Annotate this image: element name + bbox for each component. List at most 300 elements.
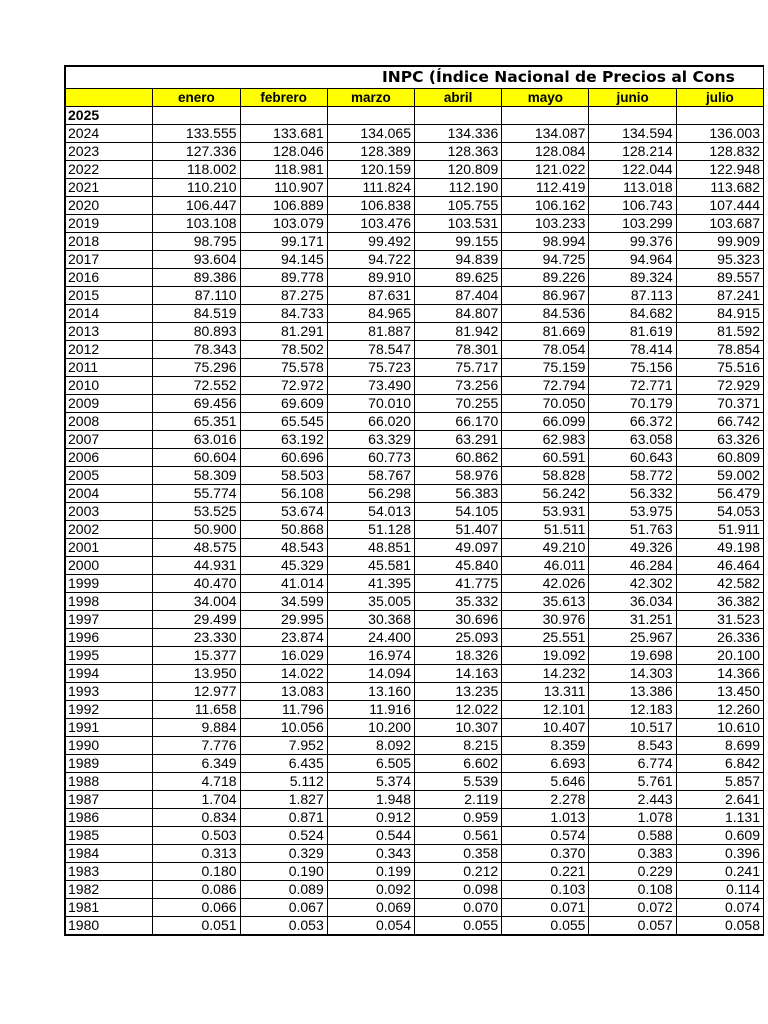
value-cell[interactable]: 63.291 <box>415 431 502 449</box>
value-cell[interactable]: 11.796 <box>240 701 327 719</box>
value-cell[interactable]: 10.407 <box>502 719 589 737</box>
table-title[interactable]: INPC (Índice Nacional de Precios al Cons <box>65 66 764 89</box>
value-cell[interactable]: 103.476 <box>327 215 414 233</box>
value-cell[interactable]: 14.366 <box>676 665 763 683</box>
value-cell[interactable]: 5.374 <box>327 773 414 791</box>
value-cell[interactable]: 34.004 <box>153 593 240 611</box>
value-cell[interactable]: 73.256 <box>415 377 502 395</box>
value-cell[interactable]: 0.313 <box>153 845 240 863</box>
value-cell[interactable]: 53.931 <box>502 503 589 521</box>
year-cell[interactable]: 2005 <box>65 467 153 485</box>
value-cell[interactable]: 84.915 <box>676 305 763 323</box>
value-cell[interactable]: 14.022 <box>240 665 327 683</box>
value-cell[interactable]: 5.857 <box>676 773 763 791</box>
value-cell[interactable]: 89.778 <box>240 269 327 287</box>
value-cell[interactable]: 60.643 <box>589 449 676 467</box>
value-cell[interactable]: 12.101 <box>502 701 589 719</box>
value-cell[interactable]: 20.100 <box>676 647 763 665</box>
value-cell[interactable]: 118.002 <box>153 161 240 179</box>
year-cell[interactable]: 2000 <box>65 557 153 575</box>
year-cell[interactable]: 2003 <box>65 503 153 521</box>
year-cell[interactable]: 2020 <box>65 197 153 215</box>
value-cell[interactable]: 121.022 <box>502 161 589 179</box>
header-month-4[interactable]: mayo <box>502 89 589 107</box>
year-cell[interactable]: 1987 <box>65 791 153 809</box>
value-cell[interactable]: 128.363 <box>415 143 502 161</box>
value-cell[interactable]: 70.050 <box>502 395 589 413</box>
value-cell[interactable]: 0.834 <box>153 809 240 827</box>
value-cell[interactable]: 63.192 <box>240 431 327 449</box>
value-cell[interactable]: 0.057 <box>589 917 676 936</box>
year-cell[interactable]: 2021 <box>65 179 153 197</box>
value-cell[interactable]: 0.103 <box>502 881 589 899</box>
value-cell[interactable]: 70.010 <box>327 395 414 413</box>
value-cell[interactable]: 14.094 <box>327 665 414 683</box>
value-cell[interactable]: 45.840 <box>415 557 502 575</box>
value-cell[interactable]: 94.145 <box>240 251 327 269</box>
value-cell[interactable] <box>502 107 589 125</box>
value-cell[interactable]: 30.976 <box>502 611 589 629</box>
year-cell[interactable]: 2001 <box>65 539 153 557</box>
value-cell[interactable]: 128.084 <box>502 143 589 161</box>
value-cell[interactable]: 0.055 <box>415 917 502 936</box>
value-cell[interactable]: 50.900 <box>153 521 240 539</box>
value-cell[interactable]: 13.450 <box>676 683 763 701</box>
value-cell[interactable]: 6.435 <box>240 755 327 773</box>
value-cell[interactable]: 75.516 <box>676 359 763 377</box>
value-cell[interactable]: 49.210 <box>502 539 589 557</box>
value-cell[interactable]: 58.976 <box>415 467 502 485</box>
value-cell[interactable]: 89.557 <box>676 269 763 287</box>
value-cell[interactable]: 87.404 <box>415 287 502 305</box>
value-cell[interactable] <box>676 107 763 125</box>
value-cell[interactable]: 120.809 <box>415 161 502 179</box>
value-cell[interactable]: 0.072 <box>589 899 676 917</box>
value-cell[interactable]: 72.552 <box>153 377 240 395</box>
value-cell[interactable]: 14.303 <box>589 665 676 683</box>
value-cell[interactable]: 2.278 <box>502 791 589 809</box>
value-cell[interactable]: 36.382 <box>676 593 763 611</box>
value-cell[interactable]: 56.383 <box>415 485 502 503</box>
header-month-0[interactable]: enero <box>153 89 240 107</box>
year-cell[interactable]: 1992 <box>65 701 153 719</box>
value-cell[interactable]: 84.733 <box>240 305 327 323</box>
value-cell[interactable]: 6.693 <box>502 755 589 773</box>
value-cell[interactable]: 0.199 <box>327 863 414 881</box>
value-cell[interactable]: 5.112 <box>240 773 327 791</box>
value-cell[interactable]: 11.916 <box>327 701 414 719</box>
value-cell[interactable]: 12.183 <box>589 701 676 719</box>
value-cell[interactable]: 25.551 <box>502 629 589 647</box>
value-cell[interactable]: 26.336 <box>676 629 763 647</box>
value-cell[interactable]: 78.414 <box>589 341 676 359</box>
value-cell[interactable]: 78.054 <box>502 341 589 359</box>
value-cell[interactable]: 7.776 <box>153 737 240 755</box>
value-cell[interactable]: 10.307 <box>415 719 502 737</box>
value-cell[interactable]: 35.613 <box>502 593 589 611</box>
value-cell[interactable]: 63.326 <box>676 431 763 449</box>
value-cell[interactable]: 69.456 <box>153 395 240 413</box>
value-cell[interactable]: 0.503 <box>153 827 240 845</box>
value-cell[interactable]: 42.582 <box>676 575 763 593</box>
value-cell[interactable]: 120.159 <box>327 161 414 179</box>
value-cell[interactable]: 89.324 <box>589 269 676 287</box>
value-cell[interactable]: 81.592 <box>676 323 763 341</box>
value-cell[interactable]: 0.108 <box>589 881 676 899</box>
value-cell[interactable]: 9.884 <box>153 719 240 737</box>
value-cell[interactable]: 136.003 <box>676 125 763 143</box>
value-cell[interactable]: 48.851 <box>327 539 414 557</box>
value-cell[interactable]: 106.889 <box>240 197 327 215</box>
header-month-6[interactable]: julio <box>676 89 763 107</box>
year-cell[interactable]: 1981 <box>65 899 153 917</box>
value-cell[interactable]: 23.874 <box>240 629 327 647</box>
value-cell[interactable]: 0.561 <box>415 827 502 845</box>
value-cell[interactable]: 128.046 <box>240 143 327 161</box>
year-cell[interactable]: 2010 <box>65 377 153 395</box>
value-cell[interactable]: 44.931 <box>153 557 240 575</box>
value-cell[interactable]: 59.002 <box>676 467 763 485</box>
value-cell[interactable]: 103.687 <box>676 215 763 233</box>
value-cell[interactable]: 10.056 <box>240 719 327 737</box>
value-cell[interactable]: 30.368 <box>327 611 414 629</box>
value-cell[interactable]: 55.774 <box>153 485 240 503</box>
value-cell[interactable]: 8.359 <box>502 737 589 755</box>
value-cell[interactable]: 60.773 <box>327 449 414 467</box>
value-cell[interactable]: 45.581 <box>327 557 414 575</box>
value-cell[interactable]: 12.977 <box>153 683 240 701</box>
value-cell[interactable]: 106.447 <box>153 197 240 215</box>
value-cell[interactable]: 6.602 <box>415 755 502 773</box>
value-cell[interactable]: 56.332 <box>589 485 676 503</box>
value-cell[interactable]: 87.631 <box>327 287 414 305</box>
value-cell[interactable]: 0.089 <box>240 881 327 899</box>
value-cell[interactable]: 87.241 <box>676 287 763 305</box>
value-cell[interactable]: 0.588 <box>589 827 676 845</box>
value-cell[interactable]: 103.079 <box>240 215 327 233</box>
value-cell[interactable]: 12.022 <box>415 701 502 719</box>
value-cell[interactable]: 10.610 <box>676 719 763 737</box>
value-cell[interactable]: 86.967 <box>502 287 589 305</box>
value-cell[interactable]: 58.772 <box>589 467 676 485</box>
year-cell[interactable]: 2017 <box>65 251 153 269</box>
value-cell[interactable]: 106.162 <box>502 197 589 215</box>
value-cell[interactable]: 78.854 <box>676 341 763 359</box>
value-cell[interactable]: 19.092 <box>502 647 589 665</box>
value-cell[interactable]: 75.159 <box>502 359 589 377</box>
value-cell[interactable]: 95.323 <box>676 251 763 269</box>
value-cell[interactable]: 94.839 <box>415 251 502 269</box>
value-cell[interactable]: 0.396 <box>676 845 763 863</box>
value-cell[interactable]: 0.180 <box>153 863 240 881</box>
value-cell[interactable]: 13.950 <box>153 665 240 683</box>
year-cell[interactable]: 2013 <box>65 323 153 341</box>
value-cell[interactable]: 78.343 <box>153 341 240 359</box>
year-cell[interactable]: 2011 <box>65 359 153 377</box>
value-cell[interactable]: 58.828 <box>502 467 589 485</box>
value-cell[interactable]: 103.233 <box>502 215 589 233</box>
value-cell[interactable]: 31.251 <box>589 611 676 629</box>
value-cell[interactable]: 51.407 <box>415 521 502 539</box>
value-cell[interactable]: 56.479 <box>676 485 763 503</box>
year-cell[interactable]: 1986 <box>65 809 153 827</box>
value-cell[interactable]: 31.523 <box>676 611 763 629</box>
value-cell[interactable]: 0.574 <box>502 827 589 845</box>
value-cell[interactable]: 1.948 <box>327 791 414 809</box>
value-cell[interactable]: 66.372 <box>589 413 676 431</box>
value-cell[interactable]: 94.725 <box>502 251 589 269</box>
value-cell[interactable]: 0.329 <box>240 845 327 863</box>
value-cell[interactable]: 0.051 <box>153 917 240 936</box>
value-cell[interactable]: 113.682 <box>676 179 763 197</box>
value-cell[interactable]: 23.330 <box>153 629 240 647</box>
value-cell[interactable]: 84.519 <box>153 305 240 323</box>
year-cell[interactable]: 2016 <box>65 269 153 287</box>
year-cell[interactable]: 2019 <box>65 215 153 233</box>
value-cell[interactable]: 73.490 <box>327 377 414 395</box>
value-cell[interactable]: 13.160 <box>327 683 414 701</box>
value-cell[interactable]: 51.128 <box>327 521 414 539</box>
value-cell[interactable]: 0.524 <box>240 827 327 845</box>
value-cell[interactable]: 25.093 <box>415 629 502 647</box>
year-cell[interactable]: 2022 <box>65 161 153 179</box>
value-cell[interactable]: 99.171 <box>240 233 327 251</box>
value-cell[interactable]: 60.862 <box>415 449 502 467</box>
value-cell[interactable]: 53.674 <box>240 503 327 521</box>
value-cell[interactable]: 63.329 <box>327 431 414 449</box>
year-cell[interactable]: 2004 <box>65 485 153 503</box>
value-cell[interactable]: 0.098 <box>415 881 502 899</box>
value-cell[interactable]: 128.832 <box>676 143 763 161</box>
value-cell[interactable]: 0.092 <box>327 881 414 899</box>
value-cell[interactable]: 0.229 <box>589 863 676 881</box>
value-cell[interactable]: 0.067 <box>240 899 327 917</box>
value-cell[interactable]: 8.215 <box>415 737 502 755</box>
value-cell[interactable]: 35.005 <box>327 593 414 611</box>
value-cell[interactable]: 58.767 <box>327 467 414 485</box>
value-cell[interactable]: 103.531 <box>415 215 502 233</box>
value-cell[interactable]: 0.071 <box>502 899 589 917</box>
value-cell[interactable]: 98.994 <box>502 233 589 251</box>
value-cell[interactable]: 51.511 <box>502 521 589 539</box>
value-cell[interactable]: 66.020 <box>327 413 414 431</box>
value-cell[interactable]: 105.755 <box>415 197 502 215</box>
value-cell[interactable]: 87.110 <box>153 287 240 305</box>
value-cell[interactable]: 72.929 <box>676 377 763 395</box>
value-cell[interactable]: 133.555 <box>153 125 240 143</box>
value-cell[interactable]: 0.544 <box>327 827 414 845</box>
year-cell[interactable]: 1991 <box>65 719 153 737</box>
value-cell[interactable]: 72.771 <box>589 377 676 395</box>
value-cell[interactable]: 60.604 <box>153 449 240 467</box>
value-cell[interactable]: 94.964 <box>589 251 676 269</box>
value-cell[interactable]: 8.699 <box>676 737 763 755</box>
value-cell[interactable]: 34.599 <box>240 593 327 611</box>
value-cell[interactable]: 84.965 <box>327 305 414 323</box>
value-cell[interactable]: 66.099 <box>502 413 589 431</box>
value-cell[interactable]: 0.212 <box>415 863 502 881</box>
value-cell[interactable]: 89.226 <box>502 269 589 287</box>
value-cell[interactable]: 84.536 <box>502 305 589 323</box>
value-cell[interactable]: 72.794 <box>502 377 589 395</box>
year-cell[interactable]: 2002 <box>65 521 153 539</box>
value-cell[interactable]: 0.086 <box>153 881 240 899</box>
value-cell[interactable]: 0.358 <box>415 845 502 863</box>
value-cell[interactable]: 78.547 <box>327 341 414 359</box>
value-cell[interactable]: 0.114 <box>676 881 763 899</box>
value-cell[interactable]: 1.131 <box>676 809 763 827</box>
value-cell[interactable]: 75.723 <box>327 359 414 377</box>
value-cell[interactable] <box>153 107 240 125</box>
value-cell[interactable]: 54.053 <box>676 503 763 521</box>
value-cell[interactable]: 0.912 <box>327 809 414 827</box>
value-cell[interactable]: 80.893 <box>153 323 240 341</box>
value-cell[interactable]: 56.242 <box>502 485 589 503</box>
year-cell[interactable]: 1996 <box>65 629 153 647</box>
value-cell[interactable]: 65.351 <box>153 413 240 431</box>
value-cell[interactable]: 1.704 <box>153 791 240 809</box>
value-cell[interactable]: 18.326 <box>415 647 502 665</box>
value-cell[interactable]: 0.058 <box>676 917 763 936</box>
value-cell[interactable]: 94.722 <box>327 251 414 269</box>
value-cell[interactable]: 134.065 <box>327 125 414 143</box>
value-cell[interactable]: 0.055 <box>502 917 589 936</box>
value-cell[interactable]: 0.370 <box>502 845 589 863</box>
value-cell[interactable]: 0.609 <box>676 827 763 845</box>
value-cell[interactable]: 50.868 <box>240 521 327 539</box>
value-cell[interactable]: 87.113 <box>589 287 676 305</box>
header-month-2[interactable]: marzo <box>327 89 414 107</box>
value-cell[interactable]: 81.942 <box>415 323 502 341</box>
value-cell[interactable]: 0.054 <box>327 917 414 936</box>
value-cell[interactable]: 13.083 <box>240 683 327 701</box>
value-cell[interactable]: 48.575 <box>153 539 240 557</box>
value-cell[interactable]: 35.332 <box>415 593 502 611</box>
value-cell[interactable]: 2.119 <box>415 791 502 809</box>
value-cell[interactable]: 19.698 <box>589 647 676 665</box>
value-cell[interactable]: 87.275 <box>240 287 327 305</box>
value-cell[interactable]: 5.761 <box>589 773 676 791</box>
value-cell[interactable]: 63.016 <box>153 431 240 449</box>
value-cell[interactable]: 6.349 <box>153 755 240 773</box>
value-cell[interactable]: 12.260 <box>676 701 763 719</box>
year-cell[interactable]: 2006 <box>65 449 153 467</box>
value-cell[interactable]: 0.241 <box>676 863 763 881</box>
value-cell[interactable]: 14.163 <box>415 665 502 683</box>
value-cell[interactable]: 65.545 <box>240 413 327 431</box>
value-cell[interactable]: 40.470 <box>153 575 240 593</box>
value-cell[interactable]: 58.503 <box>240 467 327 485</box>
value-cell[interactable]: 11.658 <box>153 701 240 719</box>
value-cell[interactable]: 63.058 <box>589 431 676 449</box>
value-cell[interactable]: 7.952 <box>240 737 327 755</box>
year-cell[interactable]: 1982 <box>65 881 153 899</box>
value-cell[interactable]: 41.395 <box>327 575 414 593</box>
year-cell[interactable]: 1995 <box>65 647 153 665</box>
value-cell[interactable]: 29.995 <box>240 611 327 629</box>
value-cell[interactable]: 13.311 <box>502 683 589 701</box>
value-cell[interactable]: 0.959 <box>415 809 502 827</box>
value-cell[interactable]: 99.909 <box>676 233 763 251</box>
value-cell[interactable]: 1.827 <box>240 791 327 809</box>
value-cell[interactable]: 127.336 <box>153 143 240 161</box>
value-cell[interactable]: 70.255 <box>415 395 502 413</box>
value-cell[interactable]: 54.105 <box>415 503 502 521</box>
value-cell[interactable]: 0.221 <box>502 863 589 881</box>
value-cell[interactable]: 10.200 <box>327 719 414 737</box>
value-cell[interactable]: 13.386 <box>589 683 676 701</box>
value-cell[interactable]: 13.235 <box>415 683 502 701</box>
year-cell[interactable]: 1984 <box>65 845 153 863</box>
year-cell[interactable]: 1997 <box>65 611 153 629</box>
value-cell[interactable]: 112.190 <box>415 179 502 197</box>
value-cell[interactable]: 8.092 <box>327 737 414 755</box>
header-month-1[interactable]: febrero <box>240 89 327 107</box>
value-cell[interactable]: 103.299 <box>589 215 676 233</box>
value-cell[interactable]: 99.492 <box>327 233 414 251</box>
value-cell[interactable]: 30.696 <box>415 611 502 629</box>
value-cell[interactable]: 16.974 <box>327 647 414 665</box>
year-cell[interactable]: 2023 <box>65 143 153 161</box>
value-cell[interactable]: 134.087 <box>502 125 589 143</box>
year-cell[interactable]: 1983 <box>65 863 153 881</box>
value-cell[interactable]: 107.444 <box>676 197 763 215</box>
header-corner-cell[interactable] <box>65 89 153 107</box>
value-cell[interactable]: 93.604 <box>153 251 240 269</box>
value-cell[interactable]: 54.013 <box>327 503 414 521</box>
value-cell[interactable]: 75.156 <box>589 359 676 377</box>
year-cell[interactable]: 2009 <box>65 395 153 413</box>
value-cell[interactable]: 89.910 <box>327 269 414 287</box>
value-cell[interactable]: 6.505 <box>327 755 414 773</box>
year-cell[interactable]: 1989 <box>65 755 153 773</box>
year-cell[interactable]: 1999 <box>65 575 153 593</box>
value-cell[interactable]: 5.539 <box>415 773 502 791</box>
value-cell[interactable]: 99.155 <box>415 233 502 251</box>
value-cell[interactable]: 29.499 <box>153 611 240 629</box>
value-cell[interactable]: 60.591 <box>502 449 589 467</box>
value-cell[interactable]: 0.053 <box>240 917 327 936</box>
value-cell[interactable]: 81.619 <box>589 323 676 341</box>
year-cell[interactable]: 2015 <box>65 287 153 305</box>
value-cell[interactable]: 110.210 <box>153 179 240 197</box>
value-cell[interactable]: 134.594 <box>589 125 676 143</box>
header-month-5[interactable]: junio <box>589 89 676 107</box>
value-cell[interactable]: 122.948 <box>676 161 763 179</box>
value-cell[interactable]: 75.717 <box>415 359 502 377</box>
value-cell[interactable]: 81.291 <box>240 323 327 341</box>
value-cell[interactable]: 69.609 <box>240 395 327 413</box>
value-cell[interactable]: 10.517 <box>589 719 676 737</box>
value-cell[interactable]: 0.383 <box>589 845 676 863</box>
year-cell[interactable]: 1993 <box>65 683 153 701</box>
year-cell[interactable]: 1980 <box>65 917 153 936</box>
value-cell[interactable]: 133.681 <box>240 125 327 143</box>
year-cell[interactable]: 2014 <box>65 305 153 323</box>
value-cell[interactable]: 72.972 <box>240 377 327 395</box>
year-cell[interactable]: 2008 <box>65 413 153 431</box>
value-cell[interactable]: 98.795 <box>153 233 240 251</box>
value-cell[interactable]: 14.232 <box>502 665 589 683</box>
value-cell[interactable]: 0.343 <box>327 845 414 863</box>
value-cell[interactable]: 53.525 <box>153 503 240 521</box>
value-cell[interactable]: 89.625 <box>415 269 502 287</box>
value-cell[interactable]: 1.078 <box>589 809 676 827</box>
value-cell[interactable]: 49.097 <box>415 539 502 557</box>
value-cell[interactable]: 84.682 <box>589 305 676 323</box>
value-cell[interactable]: 118.981 <box>240 161 327 179</box>
value-cell[interactable]: 48.543 <box>240 539 327 557</box>
